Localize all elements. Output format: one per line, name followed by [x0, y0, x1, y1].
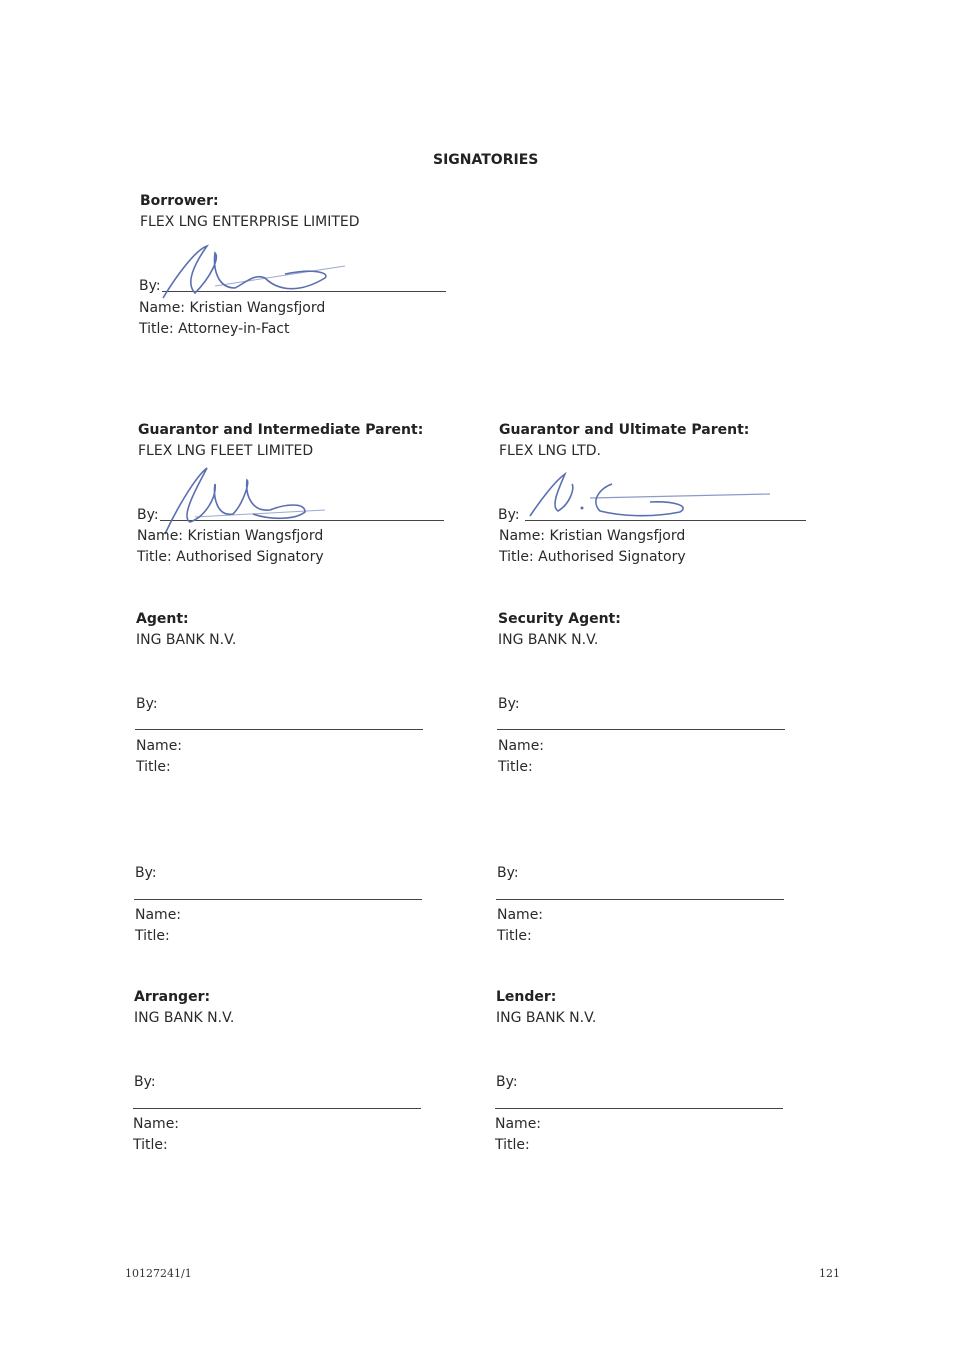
- lender-by-label: By:: [496, 1074, 518, 1090]
- lender-entity: ING BANK N.V.: [496, 1010, 597, 1026]
- guarantor-ultimate-signatory-name: Name: Kristian Wangsfjord: [499, 528, 686, 544]
- lender-signature-line: [495, 1108, 783, 1109]
- borrower-signatory-name: Name: Kristian Wangsfjord: [139, 300, 326, 316]
- agent-by-label-2: By:: [135, 865, 157, 881]
- security-agent-by-label-1: By:: [498, 696, 520, 712]
- arranger-signature-line: [133, 1108, 421, 1109]
- guarantor-intermediate-entity: FLEX LNG FLEET LIMITED: [138, 443, 314, 459]
- guarantor-ultimate-by-label: By:: [498, 507, 520, 523]
- security-agent-title-label-2: Title:: [497, 928, 532, 944]
- security-agent-by-label-2: By:: [497, 865, 519, 881]
- arranger-entity: ING BANK N.V.: [134, 1010, 235, 1026]
- borrower-signatory-title: Title: Attorney-in-Fact: [139, 321, 290, 337]
- arranger-role: Arranger:: [134, 989, 211, 1005]
- guarantor-intermediate-signatory-name: Name: Kristian Wangsfjord: [137, 528, 324, 544]
- arranger-title-label: Title:: [133, 1137, 168, 1153]
- agent-signature-line-1: [135, 729, 423, 730]
- arranger-name-label: Name:: [133, 1116, 180, 1132]
- document-reference: 10127241/1: [125, 1267, 192, 1280]
- agent-name-label-1: Name:: [136, 738, 183, 754]
- page-heading: SIGNATORIES: [433, 152, 539, 168]
- guarantor-ultimate-signature: [520, 466, 780, 526]
- lender-title-label: Title:: [495, 1137, 530, 1153]
- security-agent-signature-line-1: [497, 729, 785, 730]
- guarantor-ultimate-signatory-title: Title: Authorised Signatory: [499, 549, 686, 565]
- page-number: 121: [819, 1267, 840, 1280]
- agent-role: Agent:: [136, 611, 189, 627]
- arranger-by-label: By:: [134, 1074, 156, 1090]
- guarantor-intermediate-by-label: By:: [137, 507, 159, 523]
- lender-name-label: Name:: [495, 1116, 542, 1132]
- security-agent-role: Security Agent:: [498, 611, 621, 627]
- security-agent-entity: ING BANK N.V.: [498, 632, 599, 648]
- agent-title-label-1: Title:: [136, 759, 171, 775]
- guarantor-intermediate-signatory-title: Title: Authorised Signatory: [137, 549, 324, 565]
- agent-entity: ING BANK N.V.: [136, 632, 237, 648]
- borrower-role: Borrower:: [140, 193, 219, 209]
- guarantor-ultimate-role: Guarantor and Ultimate Parent:: [499, 422, 750, 438]
- lender-role: Lender:: [496, 989, 557, 1005]
- security-agent-signature-line-2: [496, 899, 784, 900]
- agent-by-label-1: By:: [136, 696, 158, 712]
- agent-title-label-2: Title:: [135, 928, 170, 944]
- borrower-entity: FLEX LNG ENTERPRISE LIMITED: [140, 214, 360, 230]
- guarantor-intermediate-role: Guarantor and Intermediate Parent:: [138, 422, 424, 438]
- guarantor-ultimate-entity: FLEX LNG LTD.: [499, 443, 601, 459]
- borrower-by-label: By:: [139, 278, 161, 294]
- agent-name-label-2: Name:: [135, 907, 182, 923]
- agent-signature-line-2: [134, 899, 422, 900]
- security-agent-title-label-1: Title:: [498, 759, 533, 775]
- security-agent-name-label-1: Name:: [498, 738, 545, 754]
- security-agent-name-label-2: Name:: [497, 907, 544, 923]
- borrower-signature: [155, 238, 355, 308]
